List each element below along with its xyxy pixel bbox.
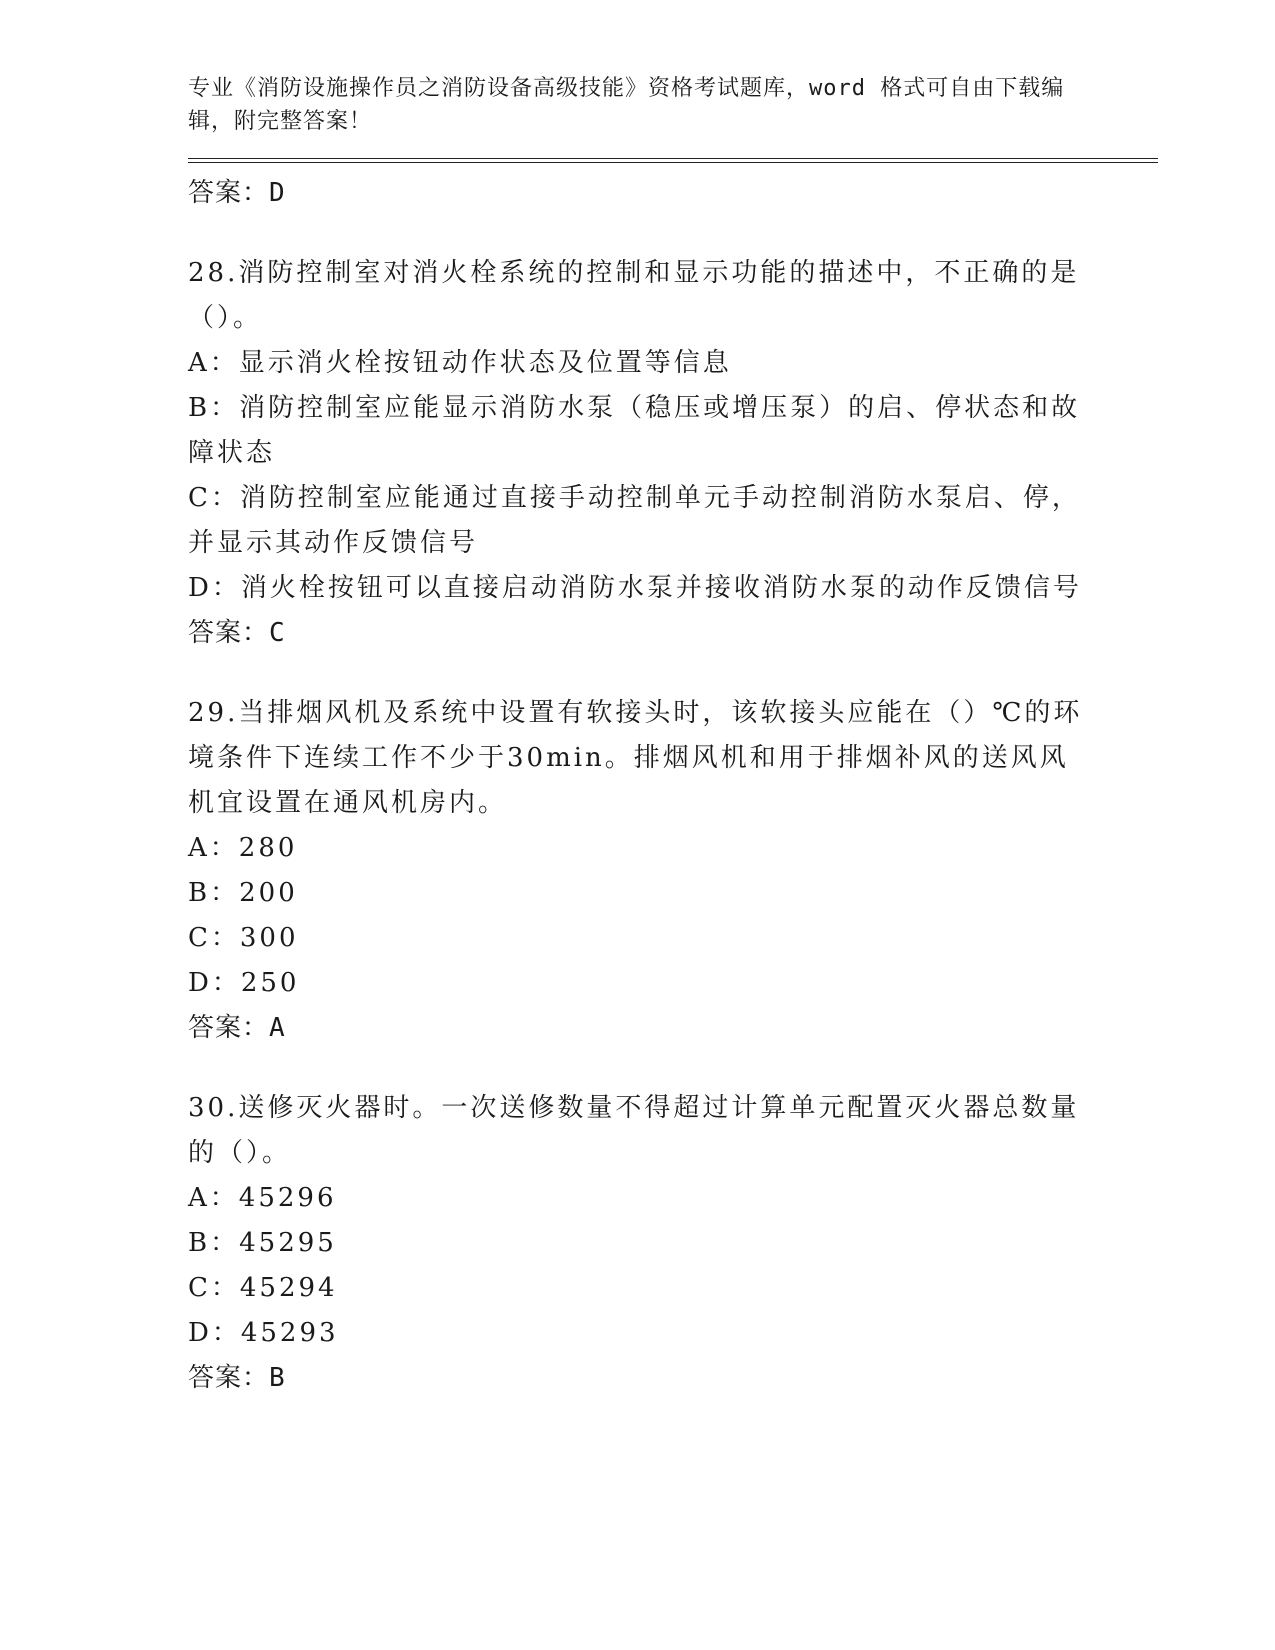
option-c: C：300 [188,923,299,953]
option-a: A：显示消火栓按钮动作状态及位置等信息 [188,348,732,378]
answer: 答案：B [188,1363,286,1393]
option-d: D：消火栓按钮可以直接启动消防水泵并接收消防水泵的动作反馈信号 [188,573,1082,603]
option-a: A：280 [188,833,298,863]
option-c: C：消防控制室应能通过直接手动控制单元手动控制消防水泵启、停，并显示其动作反馈信号 [188,483,1081,558]
answer-prev: 答案：D [188,178,286,208]
option-b: B：45295 [188,1228,337,1258]
answer: 答案：A [188,1013,286,1043]
option-d: D：45293 [188,1318,339,1348]
option-a: A：45296 [188,1183,337,1213]
question-text: 29.当排烟风机及系统中设置有软接头时，该软接头应能在（）℃的环境条件下连续工作不少于30min。排烟风机和用于排烟补风的送风风机宜设置在通风机房内。 [188,698,1083,818]
option-b: B：消防控制室应能显示消防水泵（稳压或增压泵）的启、停状态和故障状态 [188,393,1081,468]
question-text: 30.送修灭火器时。一次送修数量不得超过计算单元配置灭火器总数量的（）。 [188,1093,1080,1168]
document-page [188,72,1158,1400]
option-d: D：250 [188,968,300,998]
header-rule [188,158,1158,163]
question-29 [188,691,1158,1050]
option-c: C：45294 [188,1273,338,1303]
question-text: 28.消防控制室对消火栓系统的控制和显示功能的描述中，不正确的是（）。 [188,258,1080,333]
option-b: B：200 [188,878,298,908]
answer: 答案：C [188,618,286,648]
document-header: 专业《消防设施操作员之消防设备高级技能》资格考试题库，word 格式可自由下载编辑，附完整答案！ [188,76,1065,134]
question-30 [188,1086,1158,1400]
question-28 [188,251,1158,655]
